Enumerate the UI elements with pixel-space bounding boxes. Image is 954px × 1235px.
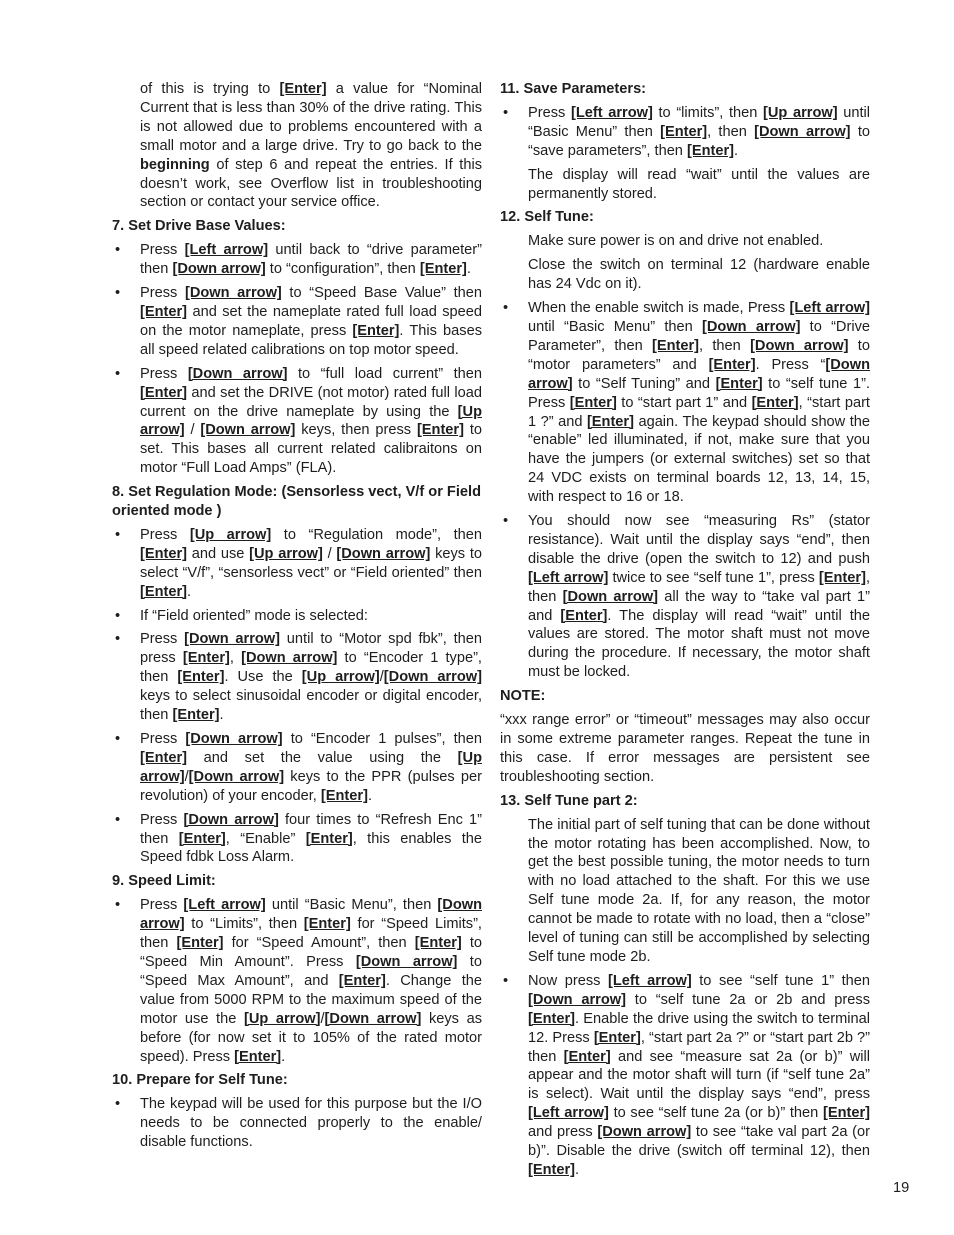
paragraph: [528, 166, 870, 204]
bullet-item: [112, 896, 482, 1066]
text-run: to “Encoder 1 type”, then: [140, 650, 482, 686]
paragraph: [528, 232, 870, 251]
text-run: , then: [699, 337, 751, 354]
text-run: until “Basic Menu”, then: [265, 897, 438, 914]
key-label: [Enter]: [818, 569, 866, 586]
key-label: [Enter]: [320, 787, 368, 804]
key-label: [Left arrow]: [528, 569, 609, 586]
text-run: keys to select “V/f”, “sensorless vect” or “Field oriented” then: [140, 545, 483, 581]
text-run: to “Speed Base Value” then: [281, 285, 482, 302]
left-column: [112, 80, 482, 1157]
text-run: to “self tune 1”. Press: [528, 375, 870, 411]
text-run: to “Drive Parameter”, then: [528, 318, 870, 354]
key-label: [Enter]: [140, 749, 188, 766]
key-label: [Down arrow]: [355, 953, 458, 970]
text-run: .: [187, 583, 192, 600]
text-run: Press: [528, 104, 571, 121]
text-run: to see “take val part 2a (or b)”. Disable the drive (switch off terminal 12), then: [528, 1124, 870, 1160]
key-label: [Down arrow]: [750, 337, 849, 354]
key-label: [Enter]: [140, 384, 188, 401]
text-run: The initial part of self tuning that can be done without the motor rotating has been accomplished. Now, to get the best possible tuning, the motor needs to turn with no load attached to the shaft. For this we use Self tune mode 2a. If, for any reason, the motor cannot be made to rotate with no load, then a “close” level of tuning can still be accomplished by selecting Self tune mode 2b.: [528, 816, 870, 965]
key-label: [Left arrow]: [528, 1105, 609, 1122]
text-run: Press: [140, 526, 190, 543]
key-label: [Enter]: [172, 707, 220, 724]
key-label: [Enter]: [352, 322, 400, 339]
key-label: [Enter]: [652, 337, 700, 354]
key-label: [Left arrow]: [607, 972, 692, 989]
bold-text: NOTE: [500, 688, 541, 705]
bullet-item: [112, 630, 482, 725]
text-run: , then: [707, 123, 755, 140]
text-run: ,: [229, 650, 242, 667]
section-heading: [500, 208, 870, 227]
bold-text: 8. Set Regulation Mode:: [112, 484, 278, 501]
text-run: , this enables the Speed fdbk Loss Alarm.: [140, 830, 483, 866]
text-run: /: [322, 545, 337, 562]
key-label: [Enter]: [416, 422, 464, 439]
page-number: 19: [893, 1180, 910, 1196]
key-label: [Down arrow]: [562, 588, 659, 605]
section-heading: [500, 792, 870, 811]
text-run: to “motor parameters” and: [528, 337, 870, 373]
paragraph: [528, 256, 870, 294]
text-run: Make sure power is on and drive not enabled.: [528, 233, 824, 250]
text-run: keys to the PPR (pulses per revolution) of your encoder,: [140, 768, 482, 804]
text-run: . The display will read “wait” until the values are stored. The motor shaft must not move during the procedure. If necessary, the motor shaft must be locked.: [528, 607, 870, 681]
bold-text: 10. Prepare for Self Tune:: [112, 1072, 288, 1089]
text-run: and see “measure sat 2a (or b)” will appear and the motor shaft will turn (if “self tune 2a” is select). Wait until the display says “end”, press: [528, 1048, 870, 1103]
key-label: [Enter]: [528, 1010, 576, 1027]
text-run: .: [575, 1161, 580, 1178]
text-run: Close the switch on terminal 12 (hardware enable has 24 Vdc on it).: [528, 257, 870, 293]
text-run: keys, then press: [295, 422, 417, 439]
key-label: [Enter]: [140, 303, 188, 320]
key-label: [Down arrow]: [184, 285, 282, 302]
text-run: . Use the: [224, 669, 302, 686]
key-label: [Enter]: [560, 607, 608, 624]
section-heading: [112, 872, 482, 891]
text-run: four times to “Refresh Enc 1” then: [140, 811, 482, 847]
key-label: [Down arrow]: [172, 261, 266, 278]
key-label: [Enter]: [528, 1161, 576, 1178]
bullet-item: [500, 104, 870, 161]
text-run: to “full load current” then: [287, 365, 482, 382]
text-run: to “Self Tuning” and: [572, 375, 716, 392]
key-label: [Down arrow]: [324, 1010, 422, 1027]
right-column: [500, 80, 870, 1185]
key-label: [Up arrow]: [249, 545, 323, 562]
text-run: and press: [528, 1124, 598, 1141]
key-label: [Enter]: [660, 123, 708, 140]
text-run: and set the nameplate rated full load speed on the motor nameplate, press: [140, 303, 482, 339]
bullet-item: [500, 512, 870, 682]
bold-text: 7. Set Drive Base Values:: [112, 218, 286, 235]
key-label: [Enter]: [593, 1029, 641, 1046]
bullet-item: [112, 811, 482, 868]
key-label: [Enter]: [305, 830, 353, 847]
text-run: a value for “Nominal Current that is less than 30% of the drive rating. This is not allowed due to problems encountered with a small motor and a large drive. Try to go back to the: [140, 81, 482, 154]
text-run: until “Basic Menu” then: [528, 318, 703, 335]
text-run: , then: [528, 569, 870, 605]
key-label: [Down arrow]: [528, 991, 626, 1008]
text-run: Now press: [528, 972, 608, 989]
key-label: [Down arrow]: [597, 1124, 692, 1141]
text-run: to see “self tune 1” then: [691, 972, 870, 989]
text-run: to “self tune 2a or 2b and press: [625, 991, 870, 1008]
key-label: [Enter]: [338, 972, 386, 989]
key-label: [Left arrow]: [789, 300, 870, 317]
paragraph: [500, 711, 870, 787]
key-label: [Down arrow]: [528, 356, 870, 392]
bullet-item: [112, 284, 482, 360]
bullet-item: [112, 1095, 482, 1152]
text-run: and set the value using the: [187, 749, 458, 766]
text-run: twice to see “self tune 1”, press: [608, 569, 819, 586]
text-run: to “start part 1” and: [616, 394, 752, 411]
key-label: [Down arrow]: [140, 897, 483, 933]
bullet-item: [112, 365, 482, 478]
text-run: The display will read “wait” until the values are permanently stored.: [528, 166, 870, 202]
text-run: Press: [140, 731, 186, 747]
bullet-item: [500, 972, 870, 1180]
section-heading: [112, 483, 482, 521]
text-run: .: [219, 707, 224, 724]
key-label: [Enter]: [279, 81, 327, 97]
text-run: Press: [140, 365, 188, 382]
text-run: and set the DRIVE (not motor) rated full load current on the drive nameplate by using the: [140, 384, 482, 420]
bold-text: 12. Self Tune: [500, 209, 589, 226]
text-run: , “start part 2a ?” or “start part 2b ?” then: [528, 1029, 871, 1065]
bullet-item: [112, 607, 482, 626]
bold-text: 13. Self Tune part 2:: [500, 792, 638, 809]
text-run: to see “self tune 2a (or b)” then: [608, 1105, 823, 1122]
key-label: [Left arrow]: [570, 104, 653, 121]
paragraph: [140, 80, 482, 212]
bold-text: 9. Speed Limit:: [112, 873, 216, 890]
key-label: [Enter]: [586, 413, 634, 430]
text-run: Press: [140, 242, 185, 259]
key-label: [Down arrow]: [336, 545, 431, 562]
key-label: [Down arrow]: [183, 811, 279, 828]
key-label: [Enter]: [715, 375, 763, 392]
key-label: [Enter]: [414, 935, 462, 952]
text-run: You should now see “measuring Rs” (stator resistance). Wait until the display says “end”, then disable the drive (open the switch to 12) and push: [528, 513, 870, 567]
text-run: Press: [140, 897, 184, 914]
key-label: [Enter]: [822, 1105, 870, 1122]
text-run: until to “Motor spd fbk”, then press: [140, 631, 483, 667]
text-run: If “Field oriented” mode is selected:: [140, 607, 368, 624]
text-run: :: [588, 209, 594, 226]
text-run: to “configuration”, then: [265, 261, 420, 278]
text-run: “xxx range error” or “timeout” messages may also occur in some extreme parameter ranges. Repeat the tune in this case. If error messages are persistent see troubleshooting section.: [500, 712, 870, 785]
text-run: all the way to “take val part 1” and: [528, 588, 870, 624]
text-run: to “limits”, then: [652, 104, 764, 121]
bullet-item: [500, 299, 870, 507]
key-label: [Up arrow]: [301, 669, 380, 686]
key-label: [Up arrow]: [140, 749, 482, 785]
key-label: [Enter]: [751, 394, 799, 411]
key-label: [Enter]: [140, 545, 188, 562]
key-label: [Enter]: [563, 1048, 611, 1065]
text-run: for “Speed Limits”, then: [140, 916, 482, 952]
text-run: /: [320, 1010, 325, 1027]
key-label: [Down arrow]: [383, 669, 482, 686]
text-run: .: [367, 787, 372, 804]
text-run: Press: [140, 285, 185, 302]
section-heading: [112, 217, 482, 236]
key-label: [Up arrow]: [763, 104, 838, 121]
key-label: [Enter]: [140, 583, 188, 600]
text-run: for “Speed Amount”, then: [223, 935, 415, 952]
text-run: . Enable the drive using the switch to terminal 12. Press: [528, 1010, 870, 1046]
bold-text: beginning: [140, 156, 210, 173]
key-label: [Up arrow]: [140, 403, 482, 439]
key-label: [Enter]: [177, 669, 225, 686]
text-run: keys to select sinusoidal encoder or digital encoder, then: [140, 688, 482, 724]
text-run: until back to “drive parameter” then: [140, 242, 483, 278]
text-run: to “Speed Min Amount”. Press: [140, 935, 482, 970]
key-label: [Enter]: [182, 650, 230, 667]
key-label: [Left arrow]: [184, 242, 269, 259]
text-run: /: [379, 669, 384, 686]
key-label: [Enter]: [569, 394, 617, 411]
text-run: . Change the value from 5000 RPM to the maximum speed of the motor use the: [140, 972, 482, 1027]
paragraph: [528, 816, 870, 967]
text-run: .: [281, 1048, 286, 1065]
text-run: of this is trying to: [140, 81, 280, 97]
text-run: .: [734, 142, 739, 159]
section-heading: [500, 80, 870, 99]
key-label: [Enter]: [303, 916, 351, 933]
text-run: to set. This bases all current related calibraitons on motor “Full Load Amps” (FLA).: [140, 422, 482, 477]
key-label: [Enter]: [176, 935, 224, 952]
bullet-item: [112, 730, 482, 806]
text-run: Press: [140, 631, 185, 648]
text-run: keys as before (for now set it to 105% of the rated motor speed). Press: [140, 1010, 482, 1065]
key-label: [Down arrow]: [200, 422, 296, 439]
key-label: [Down arrow]: [185, 731, 283, 747]
text-run: . Press “: [755, 356, 826, 373]
bold-text: 11. Save Parameters:: [500, 81, 647, 97]
bullet-item: [112, 526, 482, 602]
bullet-item: [112, 241, 482, 279]
key-label: [Down arrow]: [188, 768, 285, 785]
key-label: [Up arrow]: [189, 526, 272, 543]
text-run: until “Basic Menu” then: [528, 104, 871, 140]
key-label: [Enter]: [419, 261, 467, 278]
section-heading: [112, 1071, 482, 1090]
text-run: , “Enable”: [225, 830, 306, 847]
text-run: , “start part 1 ?” and: [528, 394, 870, 430]
text-run: to “Limits”, then: [184, 916, 304, 933]
text-run: to “Encoder 1 pulses”, then: [282, 731, 482, 747]
key-label: [Down arrow]: [184, 631, 281, 648]
key-label: [Enter]: [234, 1048, 282, 1065]
text-run: When the enable switch is made, Press: [528, 300, 790, 317]
text-run: to “Speed Max Amount”, and: [140, 953, 482, 989]
section-heading: [500, 687, 870, 706]
text-run: Press: [140, 811, 184, 828]
text-run: of step 6 and repeat the entries. If this doesn’t work, see Overflow list in troubleshooting section or contact your service office.: [140, 156, 482, 211]
text-run: :: [540, 688, 546, 705]
key-label: [Left arrow]: [183, 897, 266, 914]
text-run: /: [184, 422, 201, 439]
key-label: [Down arrow]: [187, 365, 288, 382]
key-label: [Down arrow]: [241, 650, 338, 667]
text-run: and use: [187, 545, 250, 562]
text-run: (Sensorless vect, V/f or Field oriented mode ): [112, 484, 481, 520]
key-label: [Enter]: [708, 356, 756, 373]
key-label: [Enter]: [686, 142, 735, 159]
key-label: [Down arrow]: [754, 123, 851, 140]
text-run: to “save parameters”, then: [528, 123, 870, 159]
text-run: . This bases all speed related calibrations on top motor speed.: [140, 322, 482, 358]
text-run: again. The keypad should show the “enable” led illuminated, if not, make sure that you have the jumpers (or external switches) set so that 24 VDC exists on terminal boards 12, 13, 14, 15, with respect to 16 or 18.: [528, 413, 870, 506]
text-run: to “Regulation mode”, then: [271, 526, 482, 543]
key-label: [Up arrow]: [243, 1010, 321, 1027]
key-label: [Enter]: [178, 830, 226, 847]
text-run: The keypad will be used for this purpose but the I/O needs to be connected properly to the enable/ disable functions.: [140, 1096, 482, 1151]
text-run: /: [184, 768, 189, 785]
text-run: .: [466, 261, 471, 278]
key-label: [Down arrow]: [702, 318, 801, 335]
